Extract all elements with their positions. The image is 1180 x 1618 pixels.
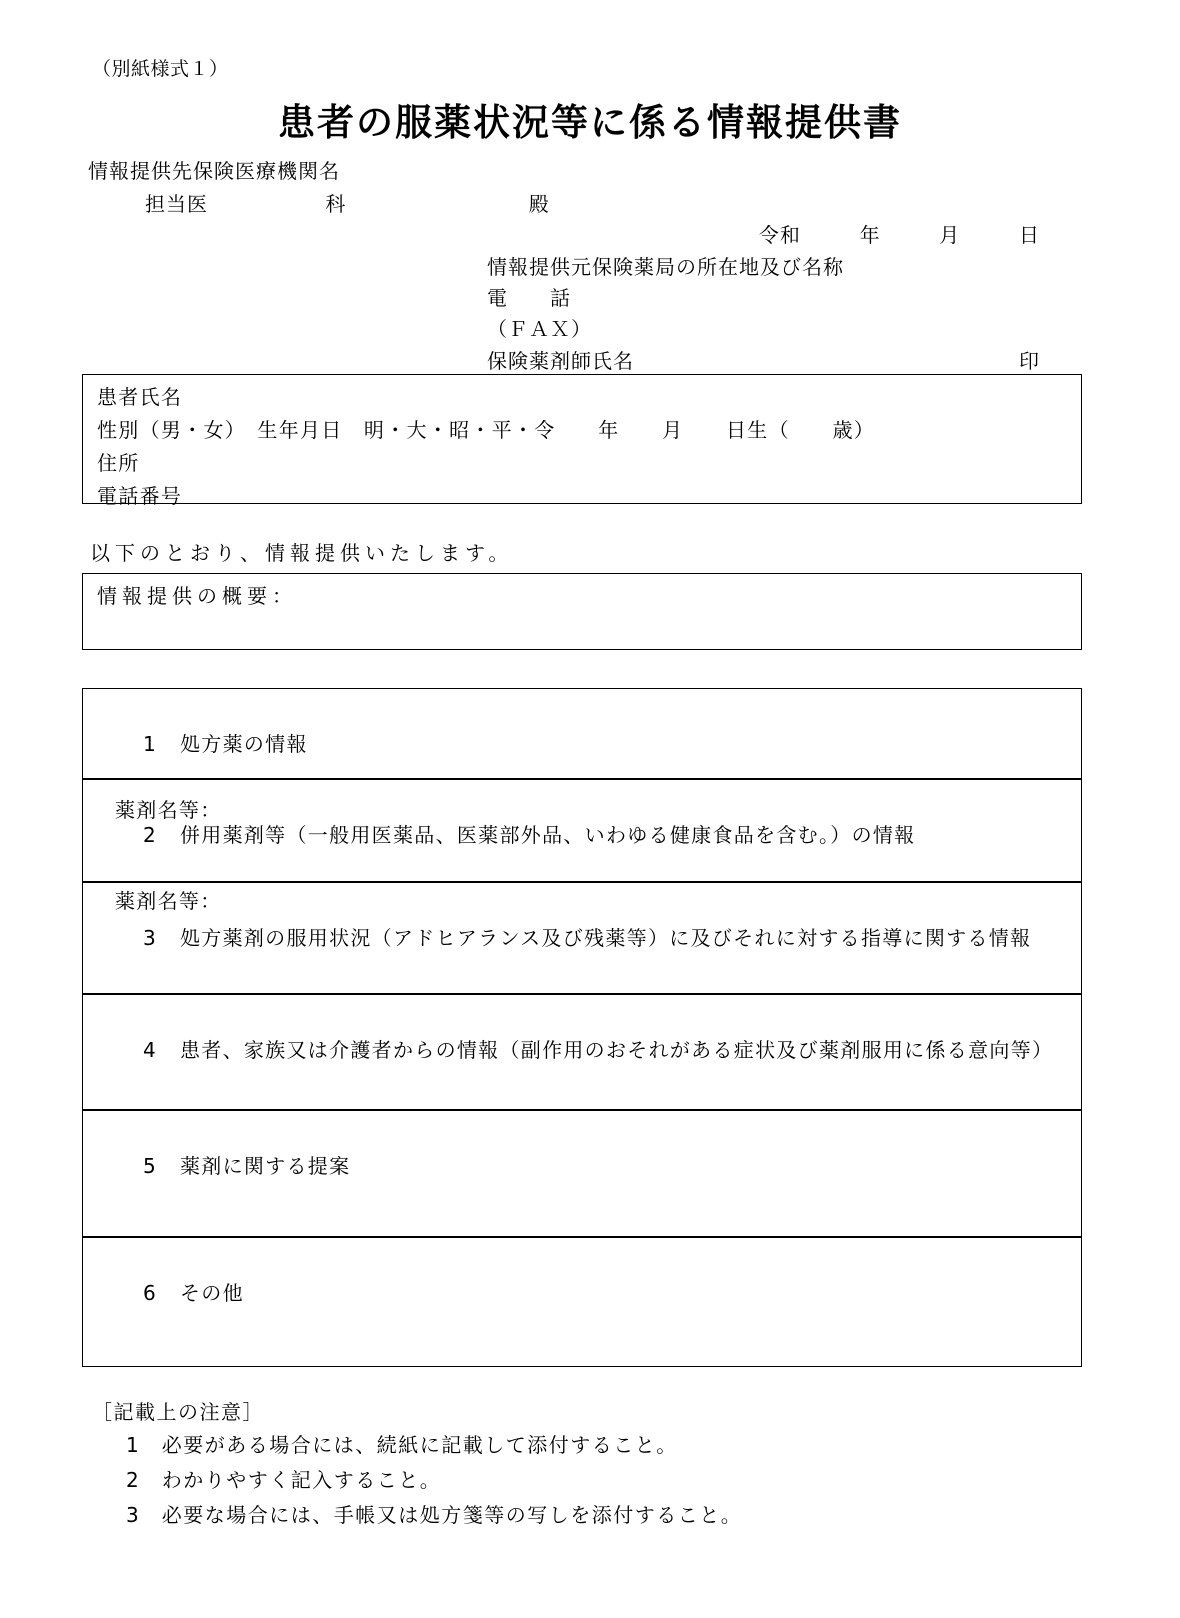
section-5-number: 5	[142, 1154, 157, 1178]
pharmacist-row	[487, 345, 1040, 374]
note-item: 3 必要な場合には、手帳又は処方箋等の写しを添付すること。	[126, 1503, 743, 1527]
patient-name-label: 患者氏名	[97, 385, 183, 409]
section-3-box	[82, 882, 1082, 994]
notes-title: ［記載上の注意］	[92, 1400, 264, 1424]
doctor-row	[145, 188, 1045, 217]
section-3-heading	[97, 889, 1069, 988]
section-1-sub: 薬剤名等：	[115, 798, 222, 822]
section-1-title: 処方薬の情報	[179, 732, 308, 756]
date-row	[759, 219, 1040, 248]
section-3-number: 3	[142, 926, 157, 950]
honorific-label: 殿	[528, 192, 550, 216]
day-label: 日	[1019, 223, 1040, 247]
page-title: 患者の服薬状況等に係る情報提供書	[278, 101, 902, 144]
patient-info-box	[82, 374, 1082, 508]
note-item: 1 必要がある場合には、続紙に記載して添付すること。	[126, 1433, 678, 1457]
patient-address-label: 住所	[97, 451, 140, 475]
sender-address-label: 情報提供元保険薬局の所在地及び名称	[487, 255, 844, 279]
section-5-title: 薬剤に関する提案	[179, 1154, 351, 1178]
section-4-title: 患者、家族又は介護者からの情報（副作用のおそれがある症状及び薬剤服用に係る意向等）	[179, 1038, 1054, 1062]
patient-phone-label: 電話番号	[97, 484, 183, 508]
section-6-box	[82, 1237, 1082, 1367]
section-4-number: 4	[142, 1038, 157, 1062]
department-label: 科	[325, 192, 347, 216]
section-2-sub: 薬剤名等：	[115, 889, 222, 913]
section-6-number: 6	[142, 1281, 157, 1305]
summary-box	[82, 573, 1082, 650]
era-label: 令和	[758, 223, 801, 247]
fax-label: （ＦＡＸ）	[487, 317, 592, 341]
note-item: 2 わかりやすく記入すること。	[126, 1468, 442, 1492]
year-label: 年	[859, 223, 881, 247]
pharmacist-name-label: 保険薬剤師氏名	[487, 349, 634, 373]
form-code: （別紙様式１）	[92, 58, 229, 80]
section-4-heading	[97, 1001, 1069, 1100]
telephone-label: 電 話	[487, 286, 571, 310]
section-6-title: その他	[179, 1281, 244, 1305]
doctor-label: 担当医	[145, 192, 208, 216]
notes-list	[126, 1428, 742, 1533]
sender-block	[487, 252, 844, 345]
section-1-box	[82, 688, 1082, 822]
section-6-heading	[97, 1244, 1069, 1343]
statement-text: 以下のとおり、情報提供いたします。	[90, 541, 514, 565]
section-4-box	[82, 994, 1082, 1110]
patient-sex-birth-label: 性別（男・女） 生年月日 明・大・昭・平・令 年 月 日生（ 歳）	[97, 418, 876, 442]
month-label: 月	[939, 223, 961, 247]
section-5-heading	[97, 1117, 1069, 1216]
seal-label: 印	[1019, 349, 1040, 373]
section-1-number: 1	[142, 732, 157, 756]
section-5-box	[82, 1110, 1082, 1237]
section-2-box	[82, 779, 1082, 913]
recipient-institution-label: 情報提供先保険医療機関名	[88, 159, 340, 183]
summary-label: 情報提供の概要：	[97, 584, 297, 608]
section-2-number: 2	[142, 823, 157, 847]
section-3-title: 処方薬剤の服用状況（アドヒアランス及び残薬等）に及びそれに対する指導に関する情報	[179, 926, 1032, 950]
section-2-heading	[97, 786, 1069, 885]
section-2-title: 併用薬剤等（一般用医薬品、医薬部外品、いわゆる健康食品を含む。）の情報	[179, 823, 916, 847]
